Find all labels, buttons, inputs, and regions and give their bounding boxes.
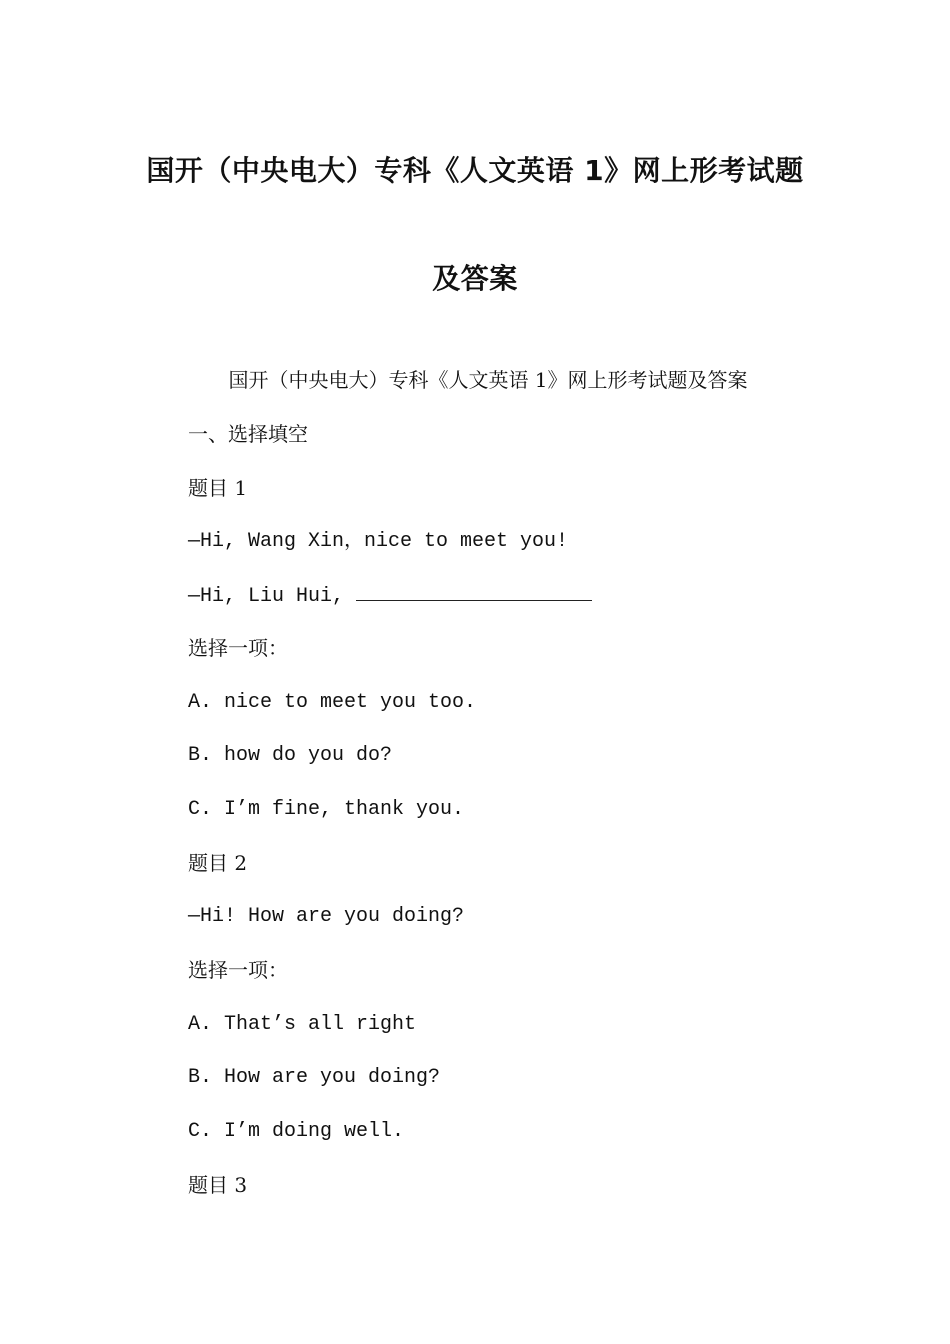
question-1-instruction: 选择一项： — [188, 636, 288, 660]
question-1-prompt-line-2 — [188, 580, 592, 612]
question-1-option-b: B. how do you do? — [188, 744, 393, 767]
question-2-label: 题目 2 — [188, 851, 248, 875]
section-heading: 一、选择填空 — [188, 422, 308, 446]
question-1-prompt-text: —Hi, Liu Hui, — [188, 585, 357, 608]
answer-blank — [356, 580, 592, 601]
question-1-option-a: A. nice to meet you too. — [188, 691, 477, 714]
question-3-label: 题目 3 — [188, 1173, 248, 1197]
question-2-instruction: 选择一项： — [188, 958, 288, 982]
document-title-line-2: 及答案 — [432, 262, 518, 295]
question-2-option-b: B. How are you doing? — [188, 1066, 441, 1089]
question-1-label: 题目 1 — [188, 476, 248, 500]
question-2-prompt-line-1: —Hi! How are you doing? — [188, 905, 465, 928]
question-2-option-a: A. That’s all right — [188, 1013, 417, 1036]
question-1-option-c: C. I’m fine, thank you. — [188, 798, 465, 821]
document-title-line-1: 国开（中央电大）专科《人文英语 1》网上形考试题 — [146, 154, 804, 187]
question-1-prompt-line-1: —Hi, Wang Xin，nice to meet you! — [188, 530, 569, 553]
document-subtitle: 国开（中央电大）专科《人文英语 1》网上形考试题及答案 — [228, 368, 748, 392]
question-2-option-c: C. I’m doing well. — [188, 1120, 405, 1143]
